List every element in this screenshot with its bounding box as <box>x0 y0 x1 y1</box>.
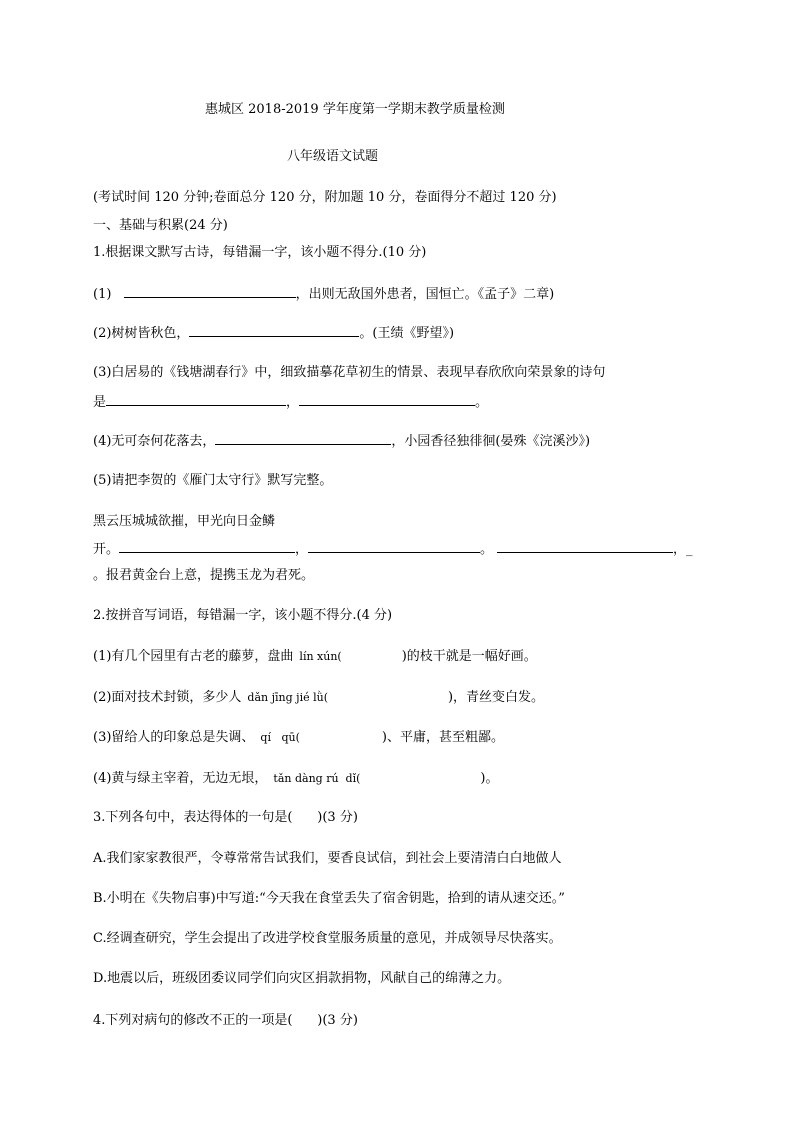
q1-item-3-line1: (3)白居易的《钱塘湖春行》中，细致描摹花草初生的情景、表现早春欣欣向荣景象的诗句 <box>93 365 606 380</box>
q2-item-3-prefix: (3)留给人的印象总是失调、 <box>93 730 255 745</box>
q3-option-d[interactable]: D.地震以后，班级团委议同学们向灾区捐款捐物，风献自己的绵薄之力。 <box>93 971 511 986</box>
pinyin: qí qū( <box>260 731 300 744</box>
q1-item-1-text: ，出则无敌国外患者，国恒亡。《孟子》二章) <box>295 287 555 302</box>
answer-blank[interactable] <box>106 393 286 406</box>
q1-item-3-line2 <box>93 393 488 412</box>
q1-item-5-line1: 黑云压城城欲摧，甲光向日金鳞 <box>93 514 276 529</box>
q2-item-1-suffix: )的枝干就是一幅好画。 <box>401 649 537 664</box>
pinyin: lín xún( <box>299 650 342 663</box>
q3-option-c[interactable]: C.经调查研究，学生会提出了改进学校食堂服务质量的意见，并成领导尽快落实。 <box>93 931 562 946</box>
pinyin: dǎn jīng jié lǜ( <box>247 691 328 704</box>
answer-blank[interactable] <box>119 540 295 553</box>
q2-item-4 <box>93 770 498 788</box>
pinyin: tǎn dàng rú dǐ( <box>273 772 361 785</box>
question-1-stem: 1.根据课文默写古诗，每错漏一字，该小题不得分.(10 分) <box>93 245 427 260</box>
q2-item-3 <box>93 729 504 747</box>
answer-blank[interactable] <box>308 540 480 553</box>
q1-item-5-line2 <box>93 540 693 559</box>
q2-item-4-suffix: )。 <box>480 771 499 786</box>
q1-item-2 <box>93 324 454 343</box>
q1-item-4 <box>93 432 590 451</box>
q1-item-1 <box>93 285 554 304</box>
question-4-stem: 4.下列对病句的修改不正的一项是( )(3 分) <box>93 1013 358 1028</box>
q2-item-2-prefix: (2)面对技术封锁，多少人 <box>93 690 242 705</box>
exam-title: 惠城区 2018-2019 学年度第一学期末教学质量检测 <box>205 102 505 117</box>
q2-item-2-suffix: )，青丝变白发。 <box>447 690 545 705</box>
answer-blank[interactable] <box>299 393 475 406</box>
punct: ，_ <box>673 542 693 557</box>
answer-blank[interactable] <box>497 540 673 553</box>
question-3-stem: 3.下列各句中，表达得体的一句是( )(3 分) <box>93 810 358 825</box>
q1-item-1-num: (1) <box>93 287 112 302</box>
q1-item-5-prefix: 开。 <box>93 542 120 557</box>
q3-option-a[interactable]: A.我们家家教很严，令尊常常告试我们，要香良试信，到社会上要清清白白地做人 <box>93 851 562 866</box>
punct: ， <box>286 395 300 410</box>
answer-blank[interactable] <box>215 432 391 445</box>
exam-subtitle: 八年级语文试题 <box>287 149 379 164</box>
q3-option-b[interactable]: B.小明在《失物启事)中写道:“今天我在食堂丢失了宿舍钥匙，拾到的请从速交还。” <box>93 891 565 906</box>
q2-item-3-suffix: )、平庸，甚至粗鄙。 <box>381 730 504 745</box>
q1-item-3-prefix: 是 <box>93 395 107 410</box>
q1-item-4-suffix: ，小园香径独徘徊(晏殊《浣溪沙》) <box>391 434 591 449</box>
q2-item-4-prefix: (4)黄与绿主宰着，无边无垠， <box>93 771 268 786</box>
q2-item-1-prefix: (1)有几个园里有古老的藤萝，盘曲 <box>93 649 294 664</box>
punct: 。 <box>480 542 494 557</box>
answer-blank[interactable] <box>124 285 296 298</box>
answer-blank[interactable] <box>189 324 359 337</box>
question-2-stem: 2.按拼音写词语，每错漏一字，该小题不得分.(4 分) <box>93 608 393 623</box>
q1-item-2-suffix: 。(王绩《野望》) <box>359 326 455 341</box>
punct: 。 <box>475 395 489 410</box>
q1-item-4-prefix: (4)无可奈何花落去， <box>93 434 216 449</box>
q2-item-1 <box>93 648 537 666</box>
q1-item-5-line3: 。报君黄金台上意，提携玉龙为君死。 <box>93 568 315 583</box>
punct: ， <box>295 542 309 557</box>
q1-item-5: (5)请把李贺的《雁门太守行》默写完整。 <box>93 473 333 488</box>
q1-item-2-prefix: (2)树树皆秋色， <box>93 326 190 341</box>
q2-item-2 <box>93 689 544 707</box>
exam-info: (考试时间 120 分钟;卷面总分 120 分，附加题 10 分，卷面得分不超过 120 分) <box>93 190 557 205</box>
section-heading: 一、基础与积累(24 分) <box>93 218 228 233</box>
